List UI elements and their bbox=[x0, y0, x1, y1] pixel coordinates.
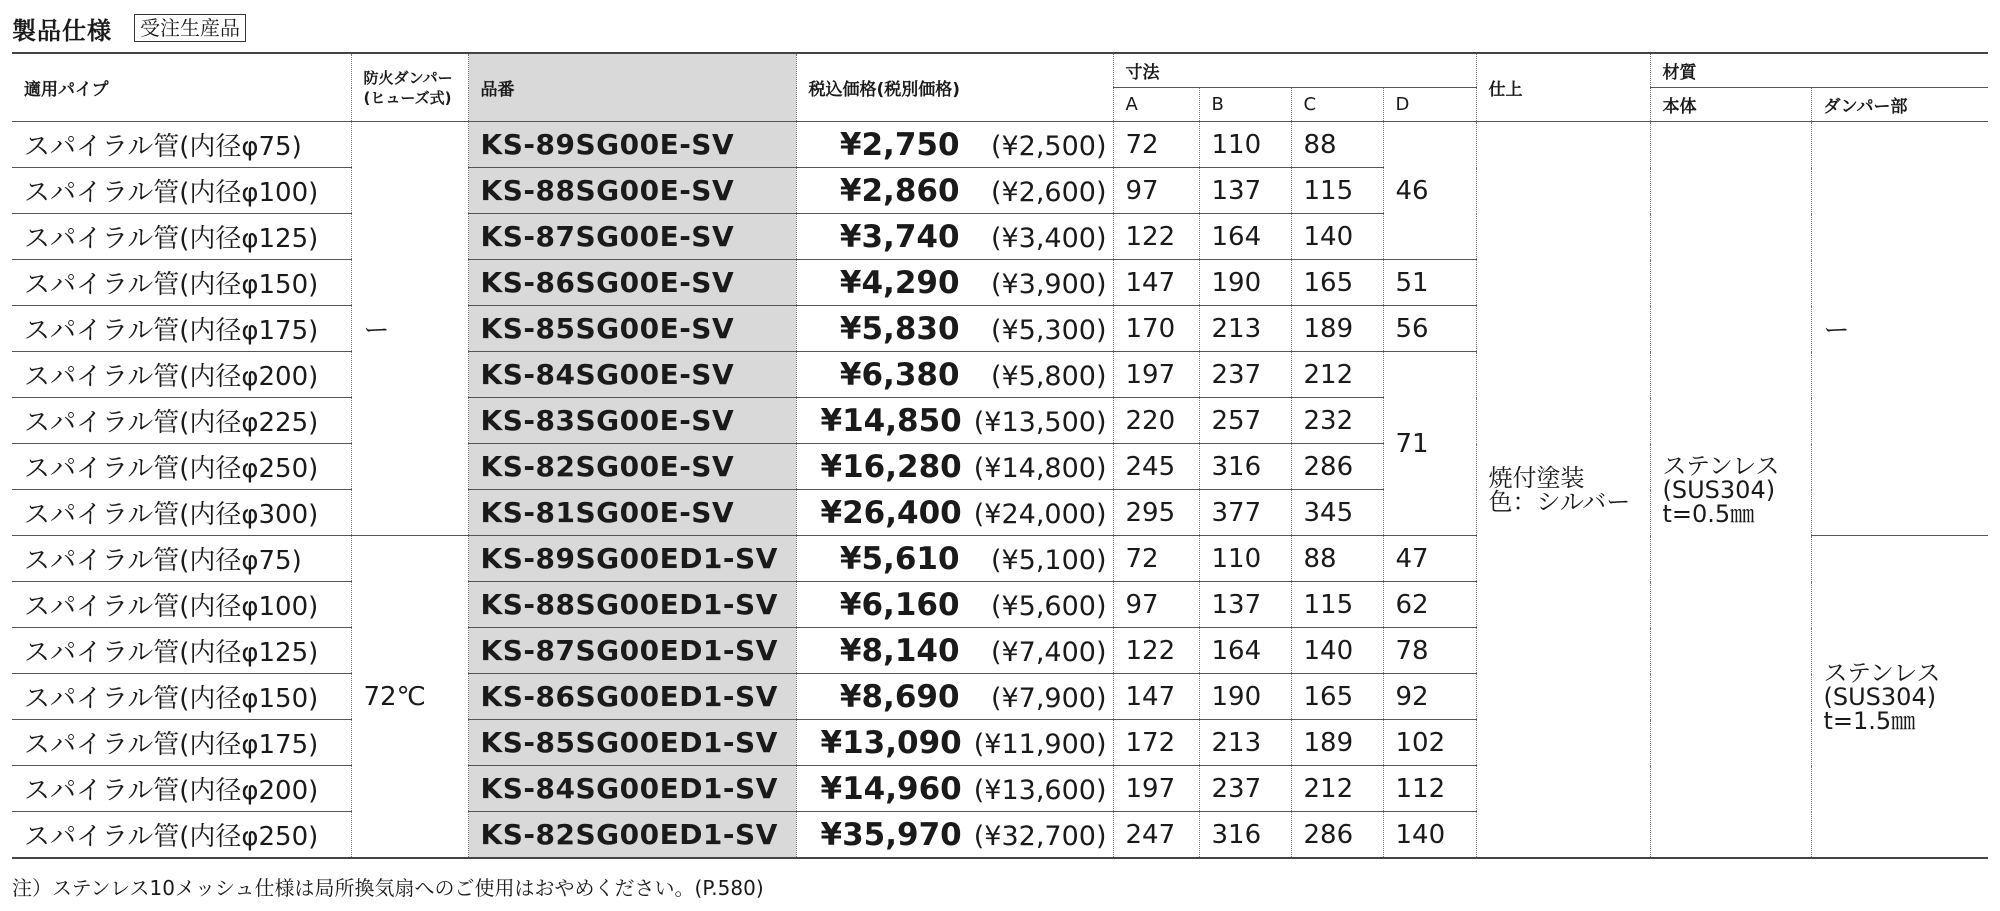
dim-d-cell: 47 bbox=[1383, 536, 1476, 582]
price-tax: ¥2,750 bbox=[839, 126, 960, 163]
price-tax: ¥13,090 bbox=[820, 724, 962, 761]
price-tax: ¥4,290 bbox=[839, 264, 960, 301]
finish-line2: 色：シルバー bbox=[1488, 487, 1631, 516]
damper-part-line1: ステンレス bbox=[1823, 658, 1941, 687]
dim-c-cell: 232 bbox=[1291, 398, 1383, 444]
dim-d-cell-group: 71 bbox=[1383, 352, 1476, 536]
dim-c-cell: 286 bbox=[1291, 444, 1383, 490]
pipe-cell: スパイラル管(内径φ250) bbox=[12, 812, 351, 859]
finish-cell bbox=[1476, 122, 1650, 859]
dim-b-cell: 316 bbox=[1199, 444, 1291, 490]
price-ex: (¥11,900) bbox=[973, 728, 1107, 760]
damper-part-line3: t=1.5㎜ bbox=[1823, 706, 1916, 735]
col-header-damper-line1: 防火ダンパー bbox=[363, 68, 453, 87]
col-header-dim-d: D bbox=[1383, 88, 1476, 122]
dim-a-cell: 72 bbox=[1113, 122, 1199, 168]
model-cell: KS-82SG00E-SV bbox=[468, 444, 796, 490]
dim-b-cell: 213 bbox=[1199, 720, 1291, 766]
price-ex: (¥5,800) bbox=[990, 360, 1107, 392]
price-ex: (¥5,600) bbox=[990, 590, 1107, 622]
body-material-cell bbox=[1650, 122, 1811, 859]
price-cell bbox=[796, 214, 1113, 260]
price-ex: (¥2,600) bbox=[990, 176, 1107, 208]
dim-c-cell: 189 bbox=[1291, 306, 1383, 352]
dim-c-cell: 345 bbox=[1291, 490, 1383, 536]
damper-cell-none: ー bbox=[351, 122, 468, 536]
pipe-cell: スパイラル管(内径φ150) bbox=[12, 674, 351, 720]
dim-b-cell: 110 bbox=[1199, 122, 1291, 168]
col-header-material: 材質 bbox=[1650, 53, 1988, 88]
dim-a-cell: 245 bbox=[1113, 444, 1199, 490]
price-cell bbox=[796, 168, 1113, 214]
model-cell: KS-89SG00E-SV bbox=[468, 122, 796, 168]
model-cell: KS-89SG00ED1-SV bbox=[468, 536, 796, 582]
dim-a-cell: 72 bbox=[1113, 536, 1199, 582]
price-tax: ¥2,860 bbox=[839, 172, 960, 209]
col-header-dim-c: C bbox=[1291, 88, 1383, 122]
dim-d-cell: 112 bbox=[1383, 766, 1476, 812]
pipe-cell: スパイラル管(内径φ125) bbox=[12, 214, 351, 260]
dim-b-cell: 137 bbox=[1199, 582, 1291, 628]
model-cell: KS-87SG00ED1-SV bbox=[468, 628, 796, 674]
dim-c-cell: 88 bbox=[1291, 536, 1383, 582]
price-cell bbox=[796, 398, 1113, 444]
dim-b-cell: 190 bbox=[1199, 260, 1291, 306]
price-cell bbox=[796, 582, 1113, 628]
price-cell bbox=[796, 812, 1113, 859]
col-header-pipe: 適用パイプ bbox=[12, 53, 351, 122]
col-header-body: 本体 bbox=[1650, 88, 1811, 122]
pipe-cell: スパイラル管(内径φ150) bbox=[12, 260, 351, 306]
body-material-line3: t=0.5㎜ bbox=[1662, 499, 1755, 528]
dim-a-cell: 122 bbox=[1113, 214, 1199, 260]
dim-d-cell: 56 bbox=[1383, 306, 1476, 352]
body-material-line1: ステンレス bbox=[1662, 451, 1780, 480]
price-cell bbox=[796, 536, 1113, 582]
price-ex: (¥2,500) bbox=[990, 130, 1107, 162]
dim-a-cell: 295 bbox=[1113, 490, 1199, 536]
damper-cell-fuse: 72℃ bbox=[351, 536, 468, 859]
dim-c-cell: 286 bbox=[1291, 812, 1383, 859]
dim-b-cell: 190 bbox=[1199, 674, 1291, 720]
pipe-cell: スパイラル管(内径φ175) bbox=[12, 306, 351, 352]
price-tax: ¥35,970 bbox=[820, 816, 962, 853]
price-tax: ¥8,140 bbox=[839, 632, 960, 669]
model-cell: KS-83SG00E-SV bbox=[468, 398, 796, 444]
price-cell bbox=[796, 306, 1113, 352]
dim-d-cell: 51 bbox=[1383, 260, 1476, 306]
price-cell bbox=[796, 766, 1113, 812]
model-cell: KS-88SG00ED1-SV bbox=[468, 582, 796, 628]
price-cell bbox=[796, 352, 1113, 398]
col-header-damper-line2: (ヒューズ式) bbox=[363, 88, 452, 107]
price-tax: ¥8,690 bbox=[839, 678, 960, 715]
price-cell bbox=[796, 674, 1113, 720]
model-cell: KS-84SG00E-SV bbox=[468, 352, 796, 398]
price-ex: (¥13,500) bbox=[973, 406, 1107, 438]
model-cell: KS-85SG00ED1-SV bbox=[468, 720, 796, 766]
dim-b-cell: 257 bbox=[1199, 398, 1291, 444]
dim-b-cell: 237 bbox=[1199, 766, 1291, 812]
price-tax: ¥26,400 bbox=[820, 494, 962, 531]
dim-b-cell: 137 bbox=[1199, 168, 1291, 214]
pipe-cell: スパイラル管(内径φ75) bbox=[12, 122, 351, 168]
price-tax: ¥3,740 bbox=[839, 218, 960, 255]
dim-a-cell: 197 bbox=[1113, 766, 1199, 812]
dim-a-cell: 197 bbox=[1113, 352, 1199, 398]
price-cell bbox=[796, 260, 1113, 306]
footnote: 注）ステンレス10メッシュ仕様は局所換気扇へのご使用はおやめください。(P.580) bbox=[12, 876, 764, 900]
price-cell bbox=[796, 122, 1113, 168]
price-cell bbox=[796, 490, 1113, 536]
col-header-dim-a: A bbox=[1113, 88, 1199, 122]
price-ex: (¥7,400) bbox=[990, 636, 1107, 668]
finish-line1: 焼付塗装 bbox=[1488, 463, 1585, 492]
col-header-dims: 寸法 bbox=[1113, 53, 1476, 88]
model-cell: KS-81SG00E-SV bbox=[468, 490, 796, 536]
dim-b-cell: 316 bbox=[1199, 812, 1291, 859]
spec-table bbox=[12, 52, 1988, 859]
price-cell bbox=[796, 444, 1113, 490]
dim-a-cell: 147 bbox=[1113, 674, 1199, 720]
title-row bbox=[12, 8, 246, 48]
dim-c-cell: 115 bbox=[1291, 582, 1383, 628]
price-tax: ¥14,850 bbox=[820, 402, 962, 439]
dim-d-cell: 62 bbox=[1383, 582, 1476, 628]
price-ex: (¥13,600) bbox=[973, 774, 1107, 806]
price-tax: ¥5,830 bbox=[839, 310, 960, 347]
dim-b-cell: 213 bbox=[1199, 306, 1291, 352]
dim-c-cell: 165 bbox=[1291, 674, 1383, 720]
section-title: 製品仕様 bbox=[12, 16, 112, 45]
dim-d-cell-group: 46 bbox=[1383, 122, 1476, 260]
dim-c-cell: 115 bbox=[1291, 168, 1383, 214]
damper-part-cell-none: ー bbox=[1811, 122, 1988, 536]
pipe-cell: スパイラル管(内径φ200) bbox=[12, 352, 351, 398]
price-ex: (¥24,000) bbox=[973, 498, 1107, 530]
dim-c-cell: 165 bbox=[1291, 260, 1383, 306]
price-tax: ¥16,280 bbox=[820, 448, 962, 485]
col-header-damper-part: ダンパー部 bbox=[1811, 88, 1988, 122]
pipe-cell: スパイラル管(内径φ125) bbox=[12, 628, 351, 674]
price-cell bbox=[796, 720, 1113, 766]
dim-c-cell: 88 bbox=[1291, 122, 1383, 168]
pipe-cell: スパイラル管(内径φ75) bbox=[12, 536, 351, 582]
price-ex: (¥32,700) bbox=[973, 820, 1107, 852]
body-material-line2: (SUS304) bbox=[1662, 475, 1776, 504]
pipe-cell: スパイラル管(内径φ200) bbox=[12, 766, 351, 812]
model-cell: KS-87SG00E-SV bbox=[468, 214, 796, 260]
dim-a-cell: 172 bbox=[1113, 720, 1199, 766]
model-cell: KS-88SG00E-SV bbox=[468, 168, 796, 214]
price-ex: (¥7,900) bbox=[990, 682, 1107, 714]
pipe-cell: スパイラル管(内径φ100) bbox=[12, 168, 351, 214]
dim-a-cell: 97 bbox=[1113, 168, 1199, 214]
dim-d-cell: 92 bbox=[1383, 674, 1476, 720]
price-tax: ¥6,380 bbox=[839, 356, 960, 393]
dim-a-cell: 247 bbox=[1113, 812, 1199, 859]
dim-c-cell: 212 bbox=[1291, 352, 1383, 398]
dim-b-cell: 164 bbox=[1199, 214, 1291, 260]
made-to-order-badge: 受注生産品 bbox=[134, 14, 246, 42]
price-ex: (¥5,100) bbox=[990, 544, 1107, 576]
dim-c-cell: 140 bbox=[1291, 628, 1383, 674]
price-ex: (¥14,800) bbox=[973, 452, 1107, 484]
dim-d-cell: 78 bbox=[1383, 628, 1476, 674]
model-cell: KS-84SG00ED1-SV bbox=[468, 766, 796, 812]
dim-b-cell: 377 bbox=[1199, 490, 1291, 536]
dim-a-cell: 170 bbox=[1113, 306, 1199, 352]
pipe-cell: スパイラル管(内径φ225) bbox=[12, 398, 351, 444]
pipe-cell: スパイラル管(内径φ300) bbox=[12, 490, 351, 536]
col-header-damper bbox=[351, 53, 468, 122]
dim-a-cell: 220 bbox=[1113, 398, 1199, 444]
price-tax: ¥5,610 bbox=[839, 540, 960, 577]
price-cell bbox=[796, 628, 1113, 674]
dim-b-cell: 237 bbox=[1199, 352, 1291, 398]
pipe-cell: スパイラル管(内径φ100) bbox=[12, 582, 351, 628]
dim-a-cell: 122 bbox=[1113, 628, 1199, 674]
dim-d-cell: 102 bbox=[1383, 720, 1476, 766]
model-cell: KS-86SG00ED1-SV bbox=[468, 674, 796, 720]
price-ex: (¥3,900) bbox=[990, 268, 1107, 300]
col-header-dim-b: B bbox=[1199, 88, 1291, 122]
price-tax: ¥6,160 bbox=[839, 586, 960, 623]
dim-a-cell: 147 bbox=[1113, 260, 1199, 306]
pipe-cell: スパイラル管(内径φ175) bbox=[12, 720, 351, 766]
pipe-cell: スパイラル管(内径φ250) bbox=[12, 444, 351, 490]
model-cell: KS-86SG00E-SV bbox=[468, 260, 796, 306]
col-header-model: 品番 bbox=[468, 53, 796, 122]
price-tax: ¥14,960 bbox=[820, 770, 962, 807]
dim-b-cell: 164 bbox=[1199, 628, 1291, 674]
dim-c-cell: 140 bbox=[1291, 214, 1383, 260]
damper-part-material-cell bbox=[1811, 536, 1988, 859]
price-ex: (¥3,400) bbox=[990, 222, 1107, 254]
damper-part-line2: (SUS304) bbox=[1823, 682, 1937, 711]
model-cell: KS-85SG00E-SV bbox=[468, 306, 796, 352]
dim-c-cell: 212 bbox=[1291, 766, 1383, 812]
dim-c-cell: 189 bbox=[1291, 720, 1383, 766]
col-header-finish: 仕上 bbox=[1476, 53, 1650, 122]
table-row bbox=[12, 122, 1988, 168]
price-ex: (¥5,300) bbox=[990, 314, 1107, 346]
model-cell: KS-82SG00ED1-SV bbox=[468, 812, 796, 859]
col-header-price: 税込価格(税別価格) bbox=[796, 53, 1113, 122]
dim-b-cell: 110 bbox=[1199, 536, 1291, 582]
dim-a-cell: 97 bbox=[1113, 582, 1199, 628]
header-row-1 bbox=[12, 53, 1988, 88]
dim-d-cell: 140 bbox=[1383, 812, 1476, 859]
